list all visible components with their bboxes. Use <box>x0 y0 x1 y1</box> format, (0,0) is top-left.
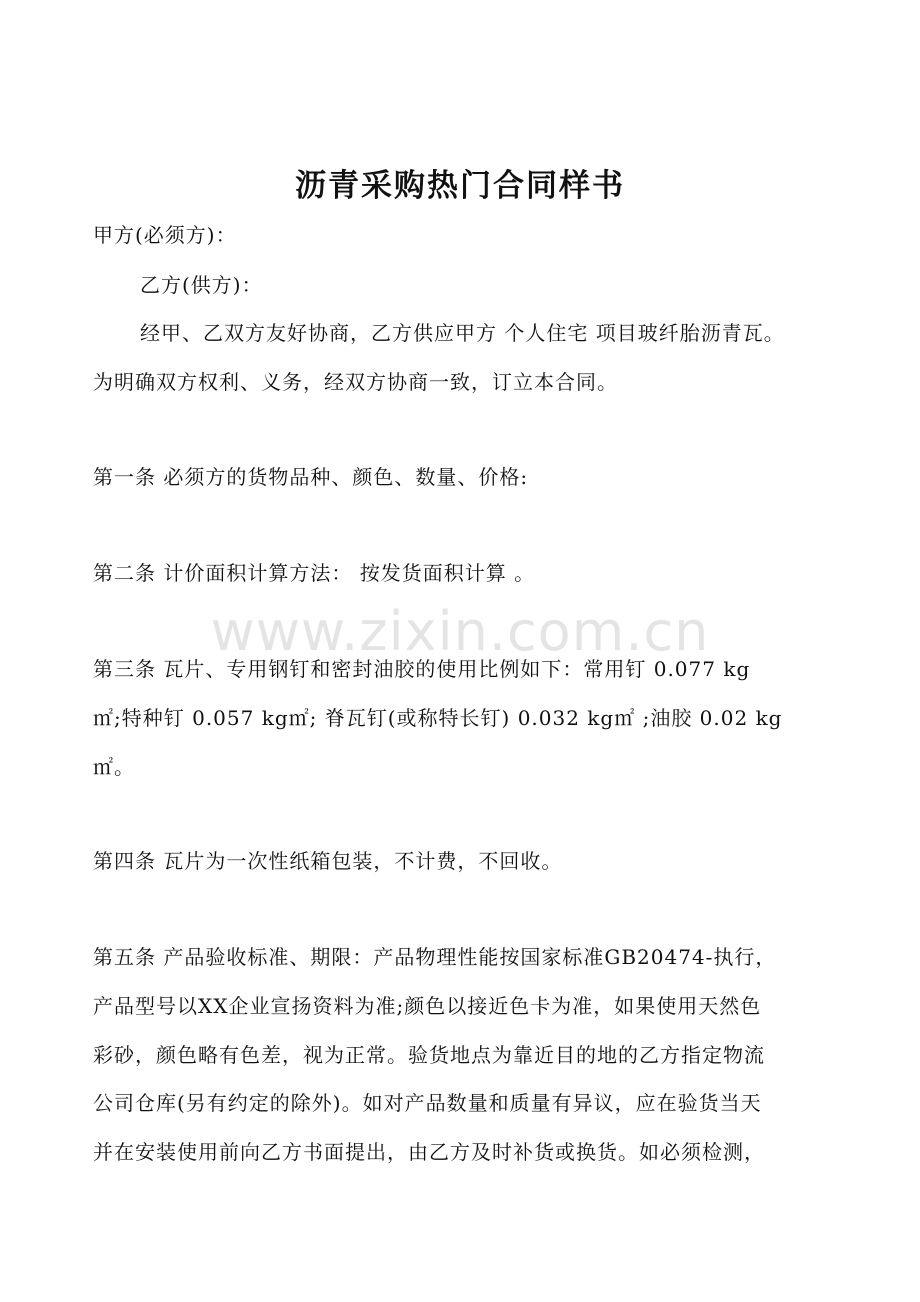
party-b-line: 乙方(供方)： <box>140 273 263 297</box>
article-3-line-1: 第三条 瓦片、专用钢钉和密封油胶的使用比例如下：常用钉 0.077 kg <box>93 657 751 681</box>
article-5-line-2: 产品型号以XX企业宣扬资料为准;颜色以接近色卡为准，如果使用天然色 <box>93 994 762 1018</box>
intro-line-2: 为明确双方权利、义务，经双方协商一致，订立本合同。 <box>93 370 618 394</box>
article-5-line-4: 公司仓库(另有约定的除外)。如对产品数量和质量有异议，应在验货当天 <box>93 1091 762 1115</box>
article-1: 第一条 必须方的货物品种、颜色、数量、价格: <box>93 465 529 489</box>
article-5-line-5: 并在安装使用前向乙方书面提出，由乙方及时补货或换货。如必须检测， <box>93 1140 765 1164</box>
article-4: 第四条 瓦片为一次性纸箱包装，不计费，不回收。 <box>93 849 563 873</box>
article-3-line-2: ㎡;特种钉 0.057 kg㎡; 脊瓦钉(或称特长钉) 0.032 kg㎡ ;油胶 0.02 kg <box>93 706 783 730</box>
article-2: 第二条 计价面积计算方法： 按发货面积计算 。 <box>93 561 536 585</box>
party-a-line: 甲方(必须方)： <box>93 223 237 247</box>
document-title: 沥青采购热门合同样书 <box>295 168 625 204</box>
intro-line-1: 经甲、乙双方友好协商，乙方供应甲方 个人住宅 项目玻纤胎沥青瓦。 <box>140 321 785 345</box>
article-3-line-3: ㎡。 <box>93 755 135 779</box>
article-5-line-3: 彩砂，颜色略有色差，视为正常。验货地点为靠近目的地的乙方指定物流 <box>93 1043 765 1067</box>
article-5-line-1: 第五条 产品验收标准、期限：产品物理性能按国家标准GB20474-执行， <box>93 945 777 969</box>
watermark: www.zixin.com.cn <box>210 600 710 663</box>
